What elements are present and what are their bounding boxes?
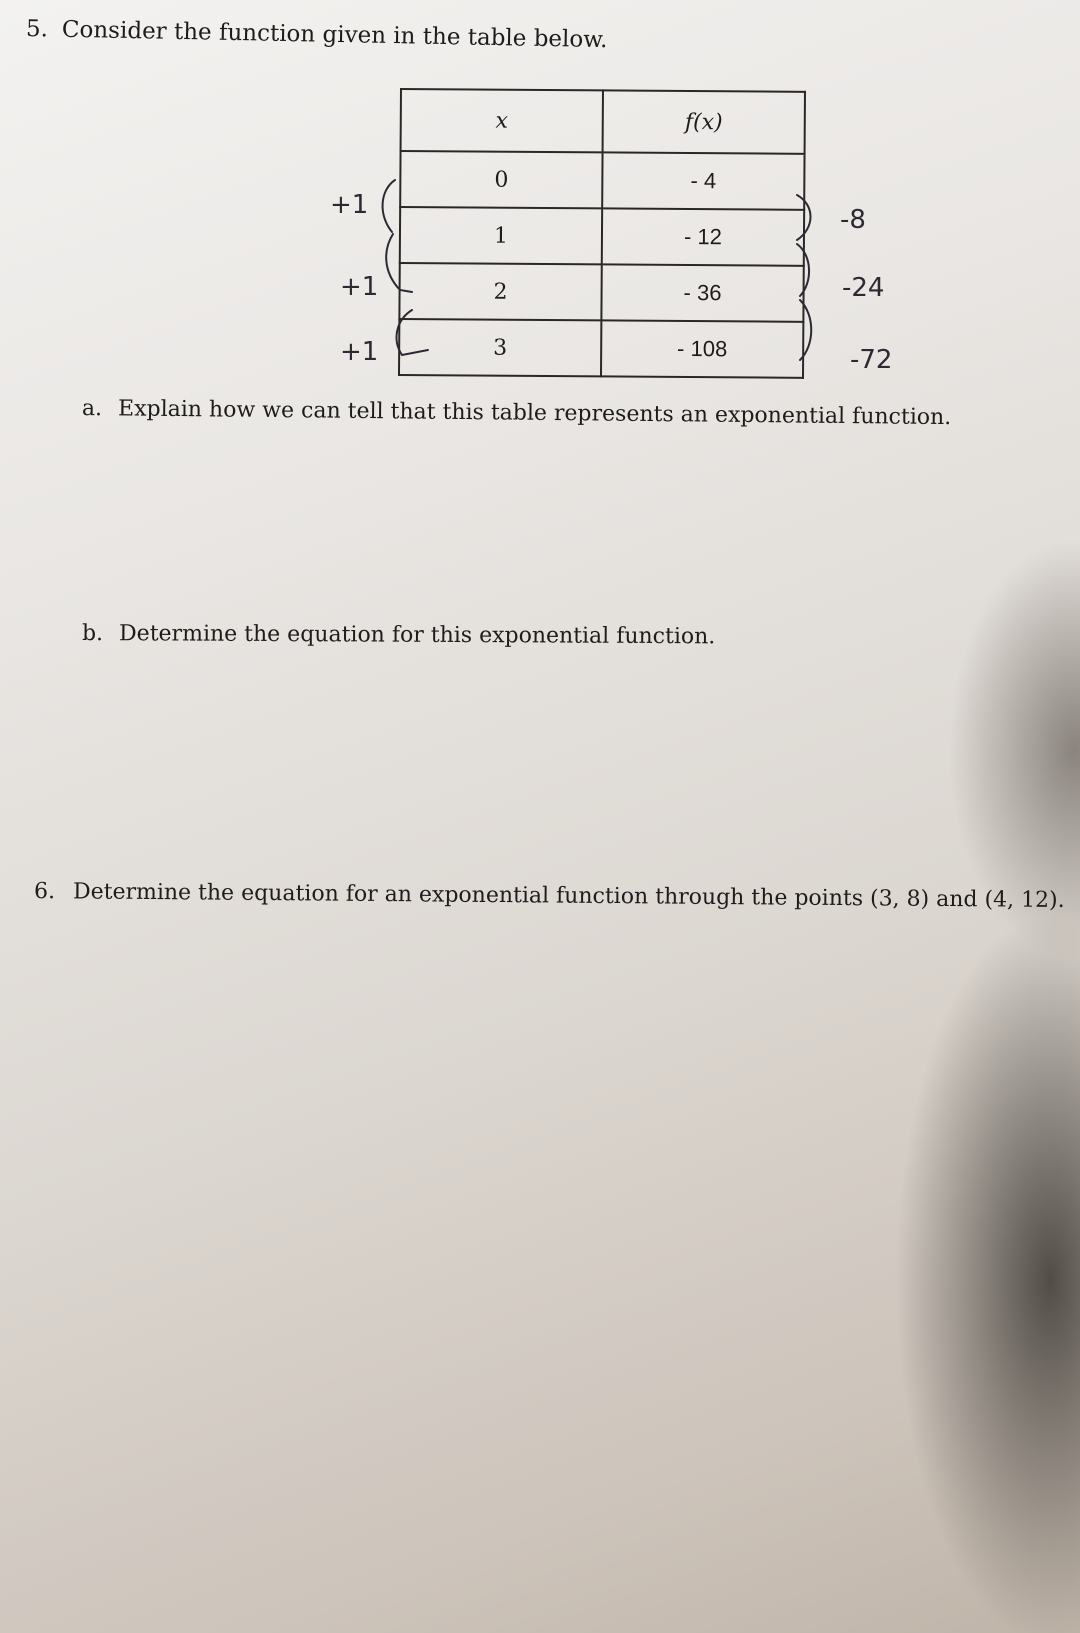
part-a-text: Explain how we can tell that this table represents an exponential function. (117, 396, 952, 431)
part-a-label: a. (81, 396, 103, 422)
problem-5-text: Consider the function given in the table below. (61, 16, 608, 54)
left-note-3: +1 (340, 337, 379, 367)
left-note-1: +1 (330, 190, 369, 220)
cell-fx: - 36 (601, 264, 803, 321)
right-bracket-2 (797, 244, 809, 296)
cell-fx: - 4 (602, 152, 804, 209)
right-bracket-1 (797, 195, 811, 240)
problem-6-text: Determine the equation for an exponential function through the points (3, 8) and (4, 12). (72, 879, 1065, 913)
part-b-label: b. (81, 621, 104, 647)
cell-x: 2 (399, 263, 601, 320)
right-note-1: -8 (840, 205, 866, 235)
cell-x: 1 (400, 207, 602, 264)
left-note-2: +1 (340, 272, 379, 302)
part-b (82, 621, 715, 649)
cell-fx: - 12 (602, 208, 804, 265)
left-bracket-3 (397, 310, 428, 355)
header-x: x (401, 89, 603, 152)
part-b-text: Determine the equation for this exponential function. (119, 621, 716, 650)
header-fx: f(x) (603, 90, 805, 153)
left-bracket-1 (383, 180, 395, 232)
cell-x: 0 (400, 151, 602, 208)
right-bracket-3 (800, 300, 811, 360)
left-bracket-2 (386, 234, 412, 292)
right-note-3: -72 (850, 345, 893, 375)
problem-5-number: 5. (25, 16, 49, 43)
cell-fx: - 108 (601, 320, 803, 377)
problem-6-number: 6. (33, 879, 56, 905)
right-note-2: -24 (842, 273, 885, 303)
cell-x: 3 (399, 319, 601, 376)
